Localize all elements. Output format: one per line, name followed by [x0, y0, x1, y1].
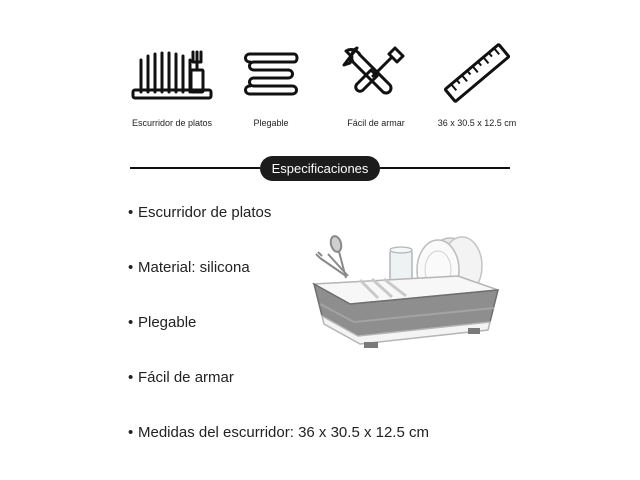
feature-label: Plegable [253, 118, 289, 128]
spec-text: Fácil de armar [138, 369, 234, 386]
bullet: • [128, 259, 134, 276]
tools-wrench-screwdriver-icon [331, 40, 421, 106]
bullet: • [128, 204, 134, 221]
spec-text: Material: silicona [138, 259, 250, 276]
feature-label: Fácil de armar [347, 118, 405, 128]
folding-zigzag-icon [226, 40, 316, 106]
bullet: • [128, 314, 134, 331]
section-title: Especificaciones [260, 156, 380, 181]
feature-label: 36 x 30.5 x 12.5 cm [437, 118, 517, 128]
ruler-icon [432, 40, 522, 106]
bullet: • [128, 424, 134, 441]
bullet: • [128, 369, 134, 386]
feature-label: Escurridor de platos [131, 118, 213, 128]
divider-left [130, 167, 260, 169]
dish-rack-icon [127, 40, 217, 106]
spec-text: Plegable [138, 314, 197, 331]
spec-text: Medidas del escurridor: 36 x 30.5 x 12.5 cm [138, 424, 429, 441]
spec-text: Escurridor de platos [138, 204, 272, 221]
feature-dimensions [412, 40, 542, 128]
spec-item [128, 424, 429, 479]
utensils [316, 235, 348, 278]
dish-drying-rack-photo [308, 232, 504, 352]
divider-right [380, 167, 510, 169]
spec-item [128, 369, 429, 424]
